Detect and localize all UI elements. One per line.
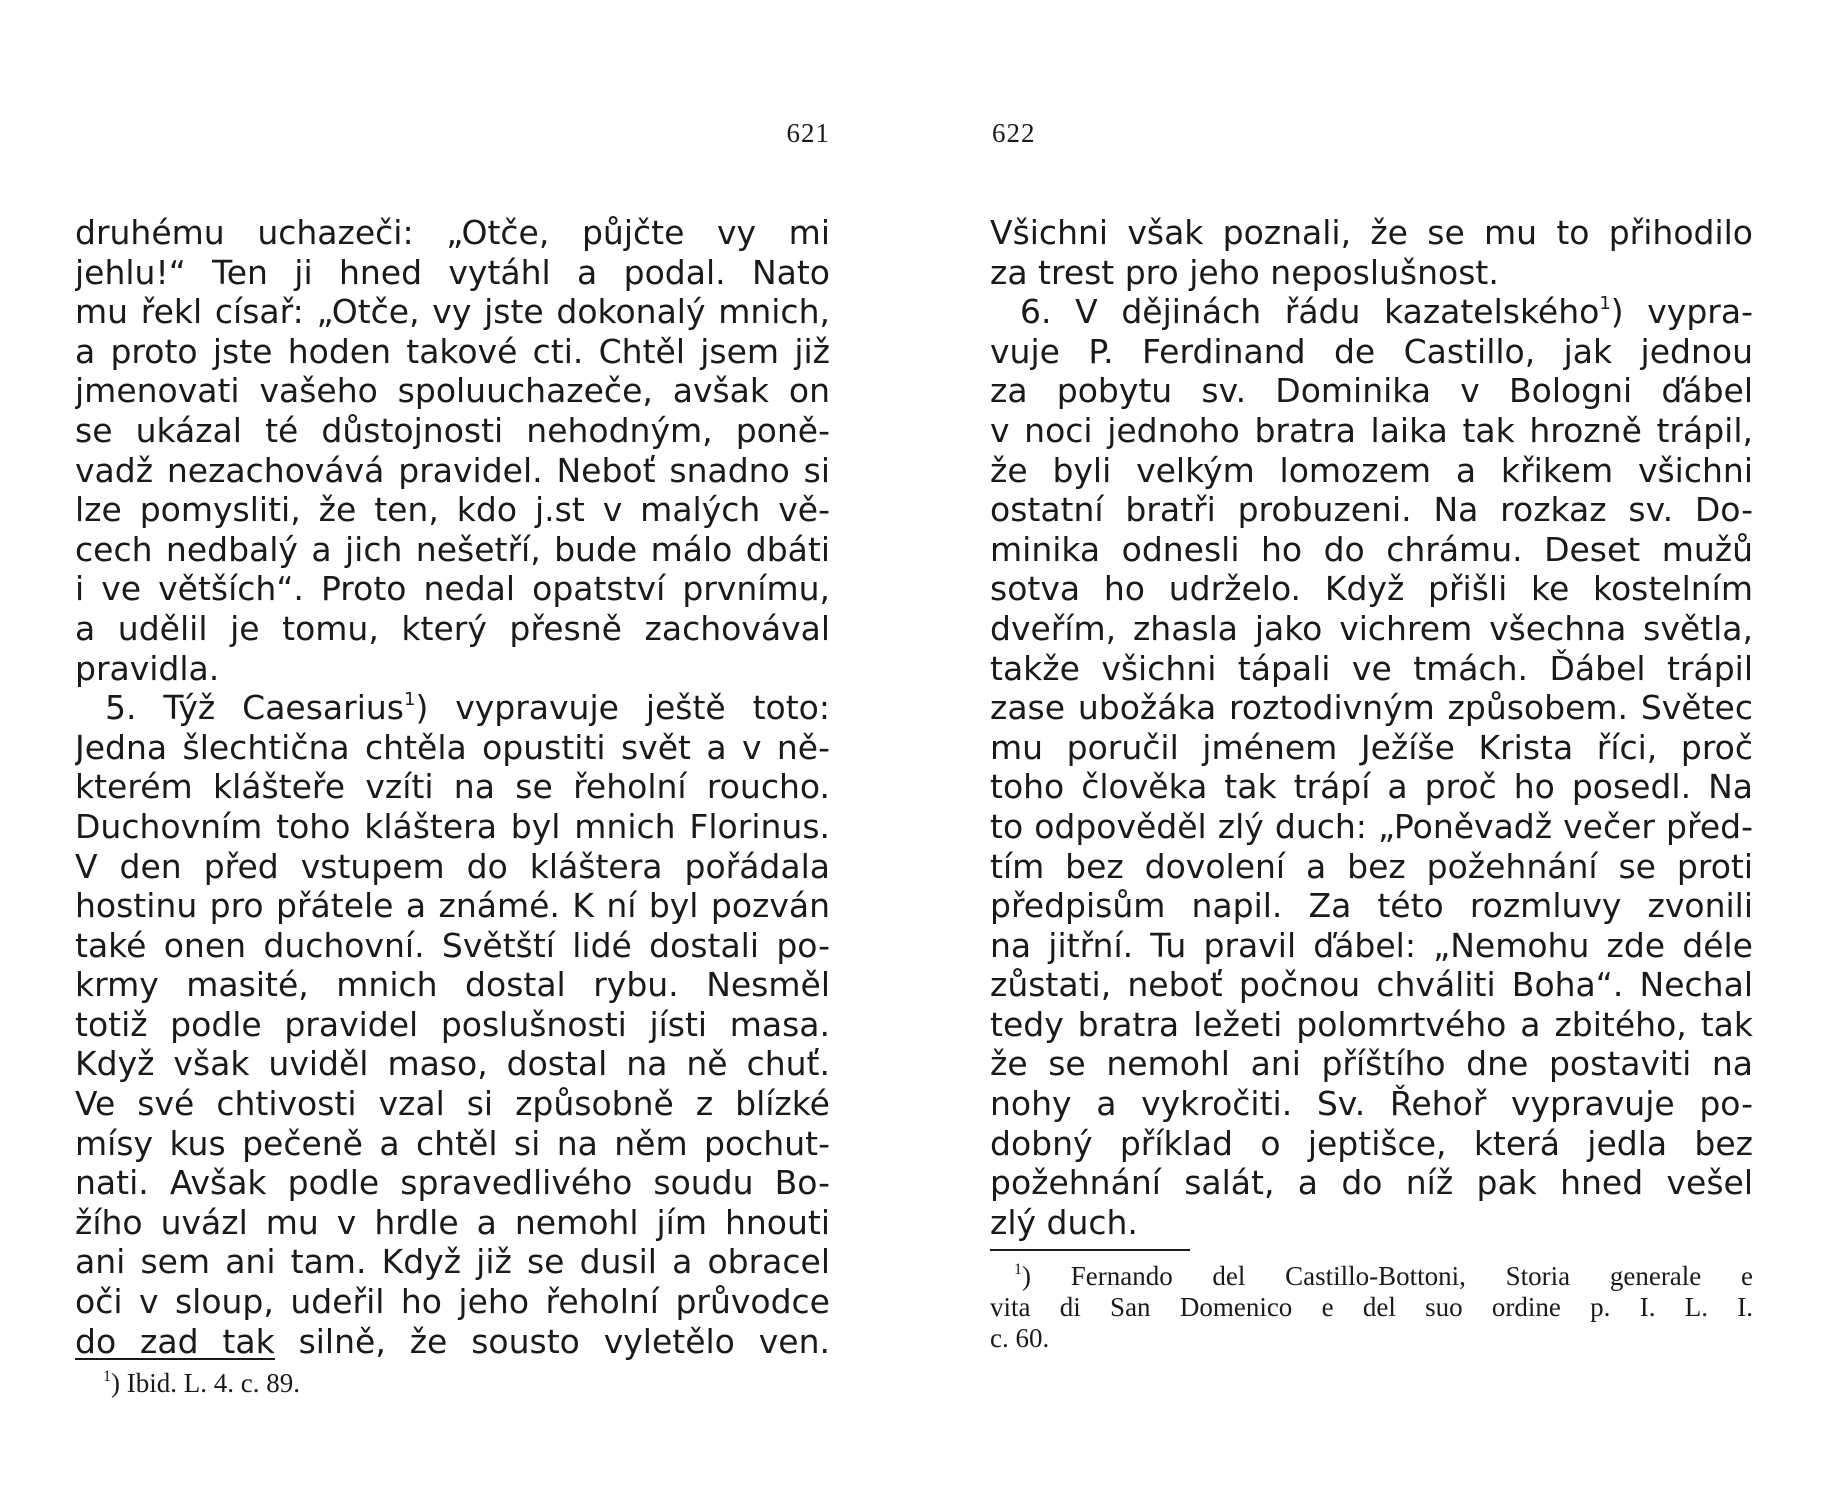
text-line: sotva ho udrželo. Když přišli ke kostelním bbox=[990, 569, 1753, 609]
text-line: v noci jednoho bratra laika tak hrozně trápil, bbox=[990, 410, 1753, 450]
text-line: Všichni však poznali, že se mu to přihodilo bbox=[990, 213, 1753, 252]
text-line: krmy masité, mnich dostal rybu. Nesměl bbox=[75, 965, 830, 1005]
paragraph-start bbox=[990, 292, 1753, 332]
text-line: mísy kus pečeně a chtěl si na něm pochut- bbox=[75, 1123, 830, 1163]
text-line: nohy a vykročiti. Sv. Řehoř vypravuje po- bbox=[990, 1084, 1753, 1124]
text-line: že byli velkým lomozem a křikem všichni bbox=[990, 450, 1753, 490]
text-line: hostinu pro přátele a známé. K ní byl pozván bbox=[75, 886, 830, 926]
right-page-body bbox=[990, 213, 1753, 1242]
para-lead-rest: ) vypra- bbox=[1610, 292, 1753, 332]
text-line: ani sem ani tam. Když již se dusil a obracel bbox=[75, 1242, 830, 1282]
text-line: jehlu!“ Ten ji hned vytáhl a podal. Nato bbox=[75, 252, 830, 292]
footnote-marker: 1 bbox=[103, 1368, 111, 1385]
text-line: ostatní bratři probuzeni. Na rozkaz sv. Do- bbox=[990, 490, 1753, 530]
text-line: předpisům napil. Za této rozmluvy zvonili bbox=[990, 886, 1753, 926]
text-line: to odpověděl zlý duch: „Poněvadž večer před- bbox=[990, 806, 1753, 846]
text-line: za pobytu sv. Dominika v Bologni ďábel bbox=[990, 371, 1753, 411]
text-line: a udělil je tomu, který přesně zachovával bbox=[75, 608, 830, 648]
footnote-line: vita di San Domenico e del suo ordine p. I. L. I. bbox=[990, 1292, 1753, 1322]
text-line: oči v sloup, udeřil ho jeho řeholní průvodce bbox=[75, 1282, 830, 1322]
footnote-line bbox=[103, 1368, 300, 1399]
text-line: kterém klášteře vzíti na se řeholní roucho. bbox=[75, 767, 830, 807]
footnote bbox=[103, 1368, 300, 1399]
text-line: mu poručil jménem Ježíše Krista říci, proč bbox=[990, 727, 1753, 767]
footnote-text: ) Fernando del Castillo-Bottoni, Storia generale e bbox=[1022, 1261, 1753, 1291]
text-line: i ve větších“. Proto nedal opatství prvnímu, bbox=[75, 569, 830, 609]
footnote-reference[interactable]: 1 bbox=[403, 689, 416, 711]
text-line: vadž nezachovává pravidel. Neboť snadno si bbox=[75, 450, 830, 490]
text-line: Ve své chtivosti vzal si způsobně z blízké bbox=[75, 1084, 830, 1124]
text-line: Jedna šlechtična chtěla opustiti svět a v ně- bbox=[75, 727, 830, 767]
text-line: vuje P. Ferdinand de Castillo, jak jednou bbox=[990, 331, 1753, 371]
page-number: 621 bbox=[786, 118, 830, 148]
paragraph-start bbox=[75, 688, 830, 728]
text-line: za trest pro jeho neposlušnost. bbox=[990, 252, 1499, 292]
text-line: cech nedbalý a jich nešetří, bude málo dbáti bbox=[75, 529, 830, 569]
text-line: mu řekl císař: „Otče, vy jste dokonalý mnich, bbox=[75, 292, 830, 332]
left-page-body bbox=[75, 213, 830, 1361]
text-line: tedy bratra ležeti polomrtvého a zbitého, tak bbox=[990, 1004, 1753, 1044]
right-page bbox=[990, 0, 1753, 1500]
text-line: dveřím, zhasla jako vichrem všechna světla, bbox=[990, 608, 1753, 648]
text-line: jmenovati vašeho spoluuchazeče, avšak on bbox=[75, 371, 830, 411]
text-line: druhému uchazeči: „Otče, půjčte vy mi bbox=[75, 213, 830, 252]
footnote bbox=[990, 1261, 1753, 1354]
para-lead-rest: ) vypravuje ještě toto: bbox=[415, 688, 830, 728]
text-line: že se nemohl ani příštího dne postaviti na bbox=[990, 1044, 1753, 1084]
text-line: Duchovním toho kláštera byl mnich Florinus. bbox=[75, 806, 830, 846]
text-line: toho člověka tak trápí a proč ho posedl. Na bbox=[990, 767, 1753, 807]
footnote-marker: 1 bbox=[1014, 1261, 1022, 1278]
text-line: do zad tak silně, že sousto vyletělo ven. bbox=[75, 1321, 830, 1361]
text-line: požehnání salát, a do níž pak hned vešel bbox=[990, 1163, 1753, 1203]
text-line: lze pomysliti, že ten, kdo j.st v malých vě- bbox=[75, 490, 830, 530]
text-line: Když však uviděl maso, dostal na ně chuť. bbox=[75, 1044, 830, 1084]
text-line: na jitřní. Tu pravil ďábel: „Nemohu zde déle bbox=[990, 925, 1753, 965]
left-page bbox=[75, 0, 830, 1500]
footnote-line: c. 60. bbox=[990, 1323, 1050, 1353]
footnote-divider bbox=[75, 1358, 275, 1360]
text-line: dobný příklad o jeptišce, která jedla bez bbox=[990, 1123, 1753, 1163]
footnote-divider bbox=[990, 1249, 1190, 1251]
text-line: tím bez dovolení a bez požehnání se proti bbox=[990, 846, 1753, 886]
text-line: zlý duch. bbox=[990, 1202, 1138, 1242]
text-line: zůstati, neboť počnou chváliti Boha“. Nechal bbox=[990, 965, 1753, 1005]
text-line: se ukázal té důstojnosti nehodným, poně- bbox=[75, 410, 830, 450]
page-number: 622 bbox=[992, 118, 1036, 148]
para-lead: 5. Týž Caesarius bbox=[105, 688, 404, 728]
text-line: a proto jste hoden takové cti. Chtěl jsem již bbox=[75, 331, 830, 371]
footnote-reference[interactable]: 1 bbox=[1599, 293, 1611, 315]
para-lead: 6. V dějinách řádu kazatelského bbox=[1020, 292, 1600, 332]
footnote-text: ) Ibid. L. 4. c. 89. bbox=[111, 1368, 300, 1398]
text-line: V den před vstupem do kláštera pořádala bbox=[75, 846, 830, 886]
text-line: totiž podle pravidel poslušnosti jísti masa. bbox=[75, 1004, 830, 1044]
text-line: minika odnesli ho do chrámu. Deset mužů bbox=[990, 529, 1753, 569]
text-line: zase ubožáka roztodivným způsobem. Světec bbox=[990, 688, 1753, 728]
text-line: nati. Avšak podle spravedlivého soudu Bo- bbox=[75, 1163, 830, 1203]
text-line: pravidla. bbox=[75, 648, 220, 688]
text-line: takže všichni tápali ve tmách. Ďábel trápil bbox=[990, 648, 1753, 688]
text-line: žího uvázl mu v hrdle a nemohl jím hnouti bbox=[75, 1202, 830, 1242]
text-line: také onen duchovní. Světští lidé dostali po- bbox=[75, 925, 830, 965]
footnote-line bbox=[990, 1261, 1753, 1292]
